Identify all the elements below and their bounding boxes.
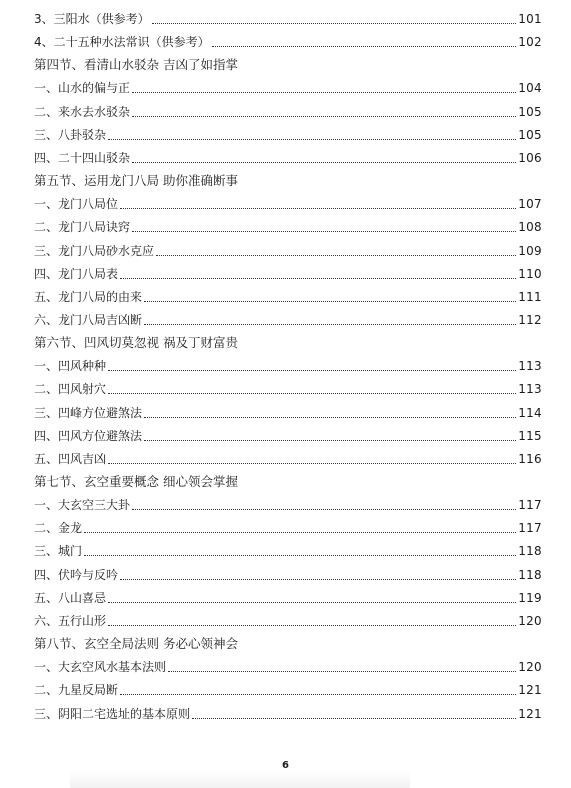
toc-entry — [34, 654, 542, 676]
scan-shadow — [70, 770, 410, 788]
toc-entry-page: 114 — [518, 405, 542, 420]
dot-leader — [84, 532, 516, 533]
dot-leader — [120, 694, 516, 695]
dot-leader — [120, 208, 516, 209]
dot-leader — [132, 116, 516, 117]
toc-entry-title: 三、凹峰方位避煞法 — [34, 405, 143, 420]
toc-entry-title: 一、山水的偏与正 — [34, 81, 131, 96]
toc-entry-title: 二、来水去水驳杂 — [34, 104, 131, 119]
toc-entry-page: 120 — [518, 660, 542, 675]
toc-entry-title: 四、凹风方位避煞法 — [34, 428, 143, 443]
toc-entry — [34, 538, 542, 560]
toc-entry-page: 101 — [518, 12, 542, 26]
section-heading — [34, 52, 542, 74]
toc-entry-page: 107 — [518, 197, 542, 212]
toc-entry — [34, 214, 542, 236]
toc-entry — [34, 145, 542, 167]
toc-entry-page: 121 — [518, 683, 542, 698]
toc-entry-page: 108 — [518, 220, 542, 235]
section-heading — [34, 631, 542, 653]
dot-leader — [168, 671, 516, 672]
toc-entry-title: 五、八山喜忌 — [34, 590, 107, 605]
toc-entry — [34, 677, 542, 699]
dot-leader — [144, 301, 516, 302]
toc-entry-title: 二、龙门八局诀窍 — [34, 220, 131, 235]
toc-entry-title: 六、龙门八局吉凶断 — [34, 312, 143, 327]
toc-entry — [34, 562, 542, 584]
page-number: 6 — [282, 760, 289, 771]
section-heading-title: 第四节、看清山水驳杂 吉凶了如指掌 — [34, 57, 238, 73]
dot-leader — [84, 555, 516, 556]
toc-entry-page: 115 — [518, 428, 542, 443]
toc-entry-page: 118 — [518, 567, 542, 582]
toc-entry-page: 104 — [518, 81, 542, 96]
dot-leader — [132, 92, 516, 93]
toc-entry-title: 三、龙门八局砂水克应 — [34, 243, 155, 258]
toc-entry-title: 一、大玄空三大卦 — [34, 498, 131, 513]
toc-entry-page: 102 — [518, 35, 542, 50]
toc-entry — [34, 307, 542, 329]
toc-entry — [34, 29, 542, 51]
dot-leader — [108, 393, 516, 394]
dot-leader — [212, 46, 517, 47]
toc-entry-page: 120 — [518, 613, 542, 628]
toc-entry-title: 二、九星反局断 — [34, 683, 119, 698]
toc-entry-title: 五、龙门八局的由来 — [34, 289, 143, 304]
toc-entry — [34, 284, 542, 306]
toc-entry — [34, 492, 542, 514]
toc-entry-page: 111 — [518, 289, 542, 304]
dot-leader — [132, 231, 516, 232]
toc-entry-title: 一、龙门八局位 — [34, 197, 119, 212]
toc-entry — [34, 122, 542, 144]
toc-entry-title: 一、凹风种种 — [34, 359, 107, 374]
section-heading — [34, 469, 542, 491]
toc-entry — [34, 585, 542, 607]
toc-entry-title: 3、三阳水（供参考） — [34, 12, 150, 26]
toc-entry — [34, 99, 542, 121]
toc-entry-page: 118 — [518, 544, 542, 559]
toc-entry-page: 117 — [518, 498, 542, 513]
toc-entry-title: 四、龙门八局表 — [34, 266, 119, 281]
dot-leader — [108, 139, 516, 140]
toc-entry — [34, 261, 542, 283]
toc-entry-page: 117 — [518, 521, 542, 536]
toc-entry — [34, 400, 542, 422]
toc-entry — [34, 423, 542, 445]
toc-entry — [34, 238, 542, 260]
toc-entry-title: 二、金龙 — [34, 521, 83, 536]
section-heading-title: 第六节、凹风切莫忽视 祸及丁财富贵 — [34, 335, 238, 351]
toc-entry — [34, 701, 542, 723]
toc-entry-title: 二、凹风射穴 — [34, 382, 107, 397]
toc-entry-page: 112 — [518, 312, 542, 327]
toc-entry-page: 121 — [518, 706, 542, 721]
dot-leader — [144, 440, 516, 441]
dot-leader — [108, 463, 516, 464]
toc-entry-title: 三、城门 — [34, 544, 83, 559]
section-heading-title: 第五节、运用龙门八局 助你准确断事 — [34, 173, 238, 188]
section-heading-title: 第八节、玄空全局法则 务必心领神会 — [34, 636, 238, 651]
dot-leader — [144, 417, 516, 418]
toc-entry-title: 五、凹风吉凶 — [34, 451, 107, 466]
section-heading — [34, 168, 542, 190]
toc-entry-page: 105 — [518, 127, 542, 142]
toc-entry-page: 106 — [518, 150, 542, 165]
toc-entry-page: 105 — [518, 104, 542, 119]
toc-entry — [34, 353, 542, 375]
toc-entry-page: 119 — [518, 590, 542, 605]
toc-entry-title: 4、二十五种水法常识（供参考） — [34, 35, 210, 50]
dot-leader — [108, 370, 516, 371]
toc-entry-title: 三、阴阳二宅选址的基本原则 — [34, 706, 191, 721]
dot-leader — [120, 278, 516, 279]
section-heading-title: 第七节、玄空重要概念 细心领会掌握 — [34, 474, 238, 489]
toc-entry — [34, 446, 542, 468]
toc-entry-title: 六、五行山形 — [34, 613, 107, 628]
dot-leader — [144, 324, 516, 325]
toc-entry-page: 113 — [518, 359, 542, 374]
toc-entry-title: 三、八卦驳杂 — [34, 127, 107, 142]
toc-entry-page: 113 — [518, 382, 542, 397]
dot-leader — [108, 625, 516, 626]
dot-leader — [132, 162, 516, 163]
toc-entry-page: 109 — [518, 243, 542, 258]
toc-entry — [34, 515, 542, 537]
toc-entry — [34, 191, 542, 213]
toc-entry-title: 四、伏吟与反吟 — [34, 567, 119, 582]
dot-leader — [132, 509, 516, 510]
toc-entry-page: 110 — [518, 266, 542, 281]
toc-entry-title: 一、大玄空风水基本法则 — [34, 660, 167, 675]
toc-entry — [34, 75, 542, 97]
toc-entry — [34, 6, 542, 28]
dot-leader — [120, 579, 516, 580]
toc-entry-title: 四、二十四山驳杂 — [34, 150, 131, 165]
dot-leader — [108, 602, 516, 603]
toc-entry — [34, 608, 542, 630]
toc-entry — [34, 376, 542, 398]
dot-leader — [156, 255, 516, 256]
dot-leader — [152, 23, 517, 24]
section-heading — [34, 330, 542, 352]
dot-leader — [192, 718, 516, 719]
toc-entry-page: 116 — [518, 451, 542, 466]
